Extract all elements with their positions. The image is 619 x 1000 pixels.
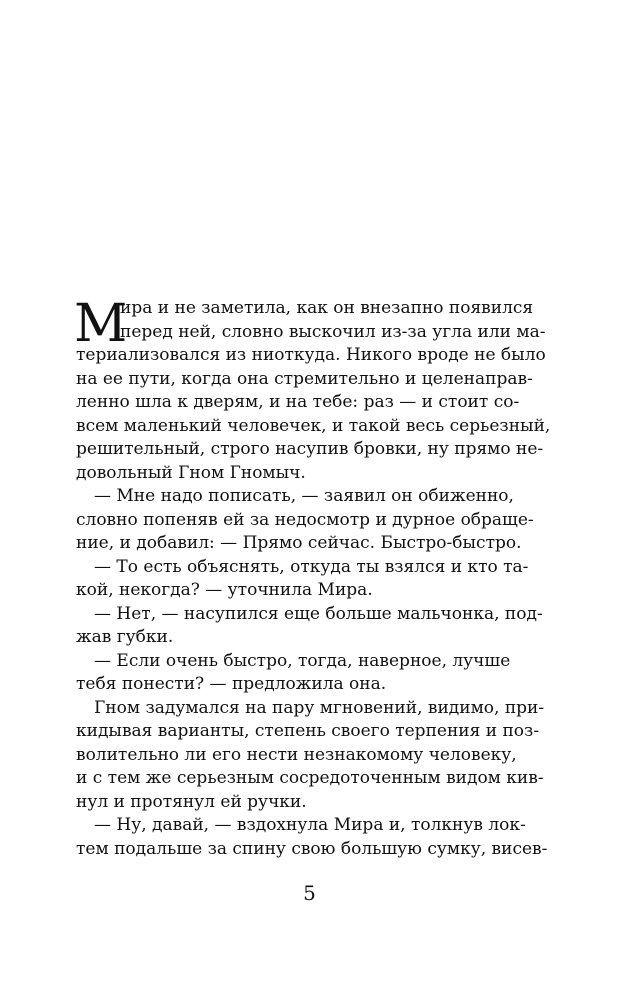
body-text (74, 294, 551, 861)
text-line-9: — Мне надо пописать, — заявил он обиженно, (94, 486, 514, 506)
text-line-10: словно попеняв ей за недосмотр и дурное обраще- (76, 509, 534, 530)
text-line-7: решительный, строго насупив бровки, ну прямо не- (76, 439, 544, 459)
text-line-11: ние, и добавил: — Прямо сейчас. Быстро-быстро. (76, 533, 522, 553)
text-line-5: ленно шла к дверям, и на тебе: раз — и стоит со- (76, 392, 520, 412)
text-line-17: тебя понести? — предложила она. (76, 674, 387, 694)
text-line-13: кой, некогда? — уточнила Мира. (76, 580, 373, 600)
text-line-6: всем маленький человечек, и такой весь серьезный, (76, 415, 551, 436)
text-line-18: Гном задумался на пару мгновений, видимо, при- (94, 697, 545, 718)
text-line-8: довольный Гном Гномыч. (76, 462, 306, 483)
text-line-15: жав губки. (76, 627, 174, 647)
text-line-22: нул и протянул ей ручки. (76, 791, 307, 812)
text-line-14: — Нет, — насупился еще больше мальчонка, под- (94, 603, 543, 624)
text-line-24: тем подальше за спину свою большую сумку, висев- (76, 838, 548, 859)
text-line-12: — То есть объяснять, откуда ты взялся и кто та- (94, 556, 529, 577)
text-line-1: М ира и не заметила, как он внезапно появился (74, 294, 534, 354)
text-line-4: на ее пути, когда она стремительно и целенаправ- (76, 368, 533, 389)
text-line-19: кидывая варианты, степень своего терпения и поз- (76, 721, 540, 741)
text-line-3: териализовался из ниоткуда. Никого вроде не было (76, 345, 546, 365)
page-number: 5 (303, 881, 316, 905)
drop-cap: М (74, 294, 128, 354)
text-line-2: перед ней, словно выскочил из-за угла или ма- (120, 321, 546, 342)
text-line-21: и с тем же серьезным сосредоточенным видом кив- (76, 768, 544, 788)
text-line-20: волительно ли его нести незнакомому человеку, (76, 744, 517, 765)
text-line-23: — Ну, давай, — вздохнула Мира и, толкнув лок- (94, 815, 526, 835)
text-line-16: — Если очень быстро, тогда, наверное, лучше (94, 650, 511, 671)
